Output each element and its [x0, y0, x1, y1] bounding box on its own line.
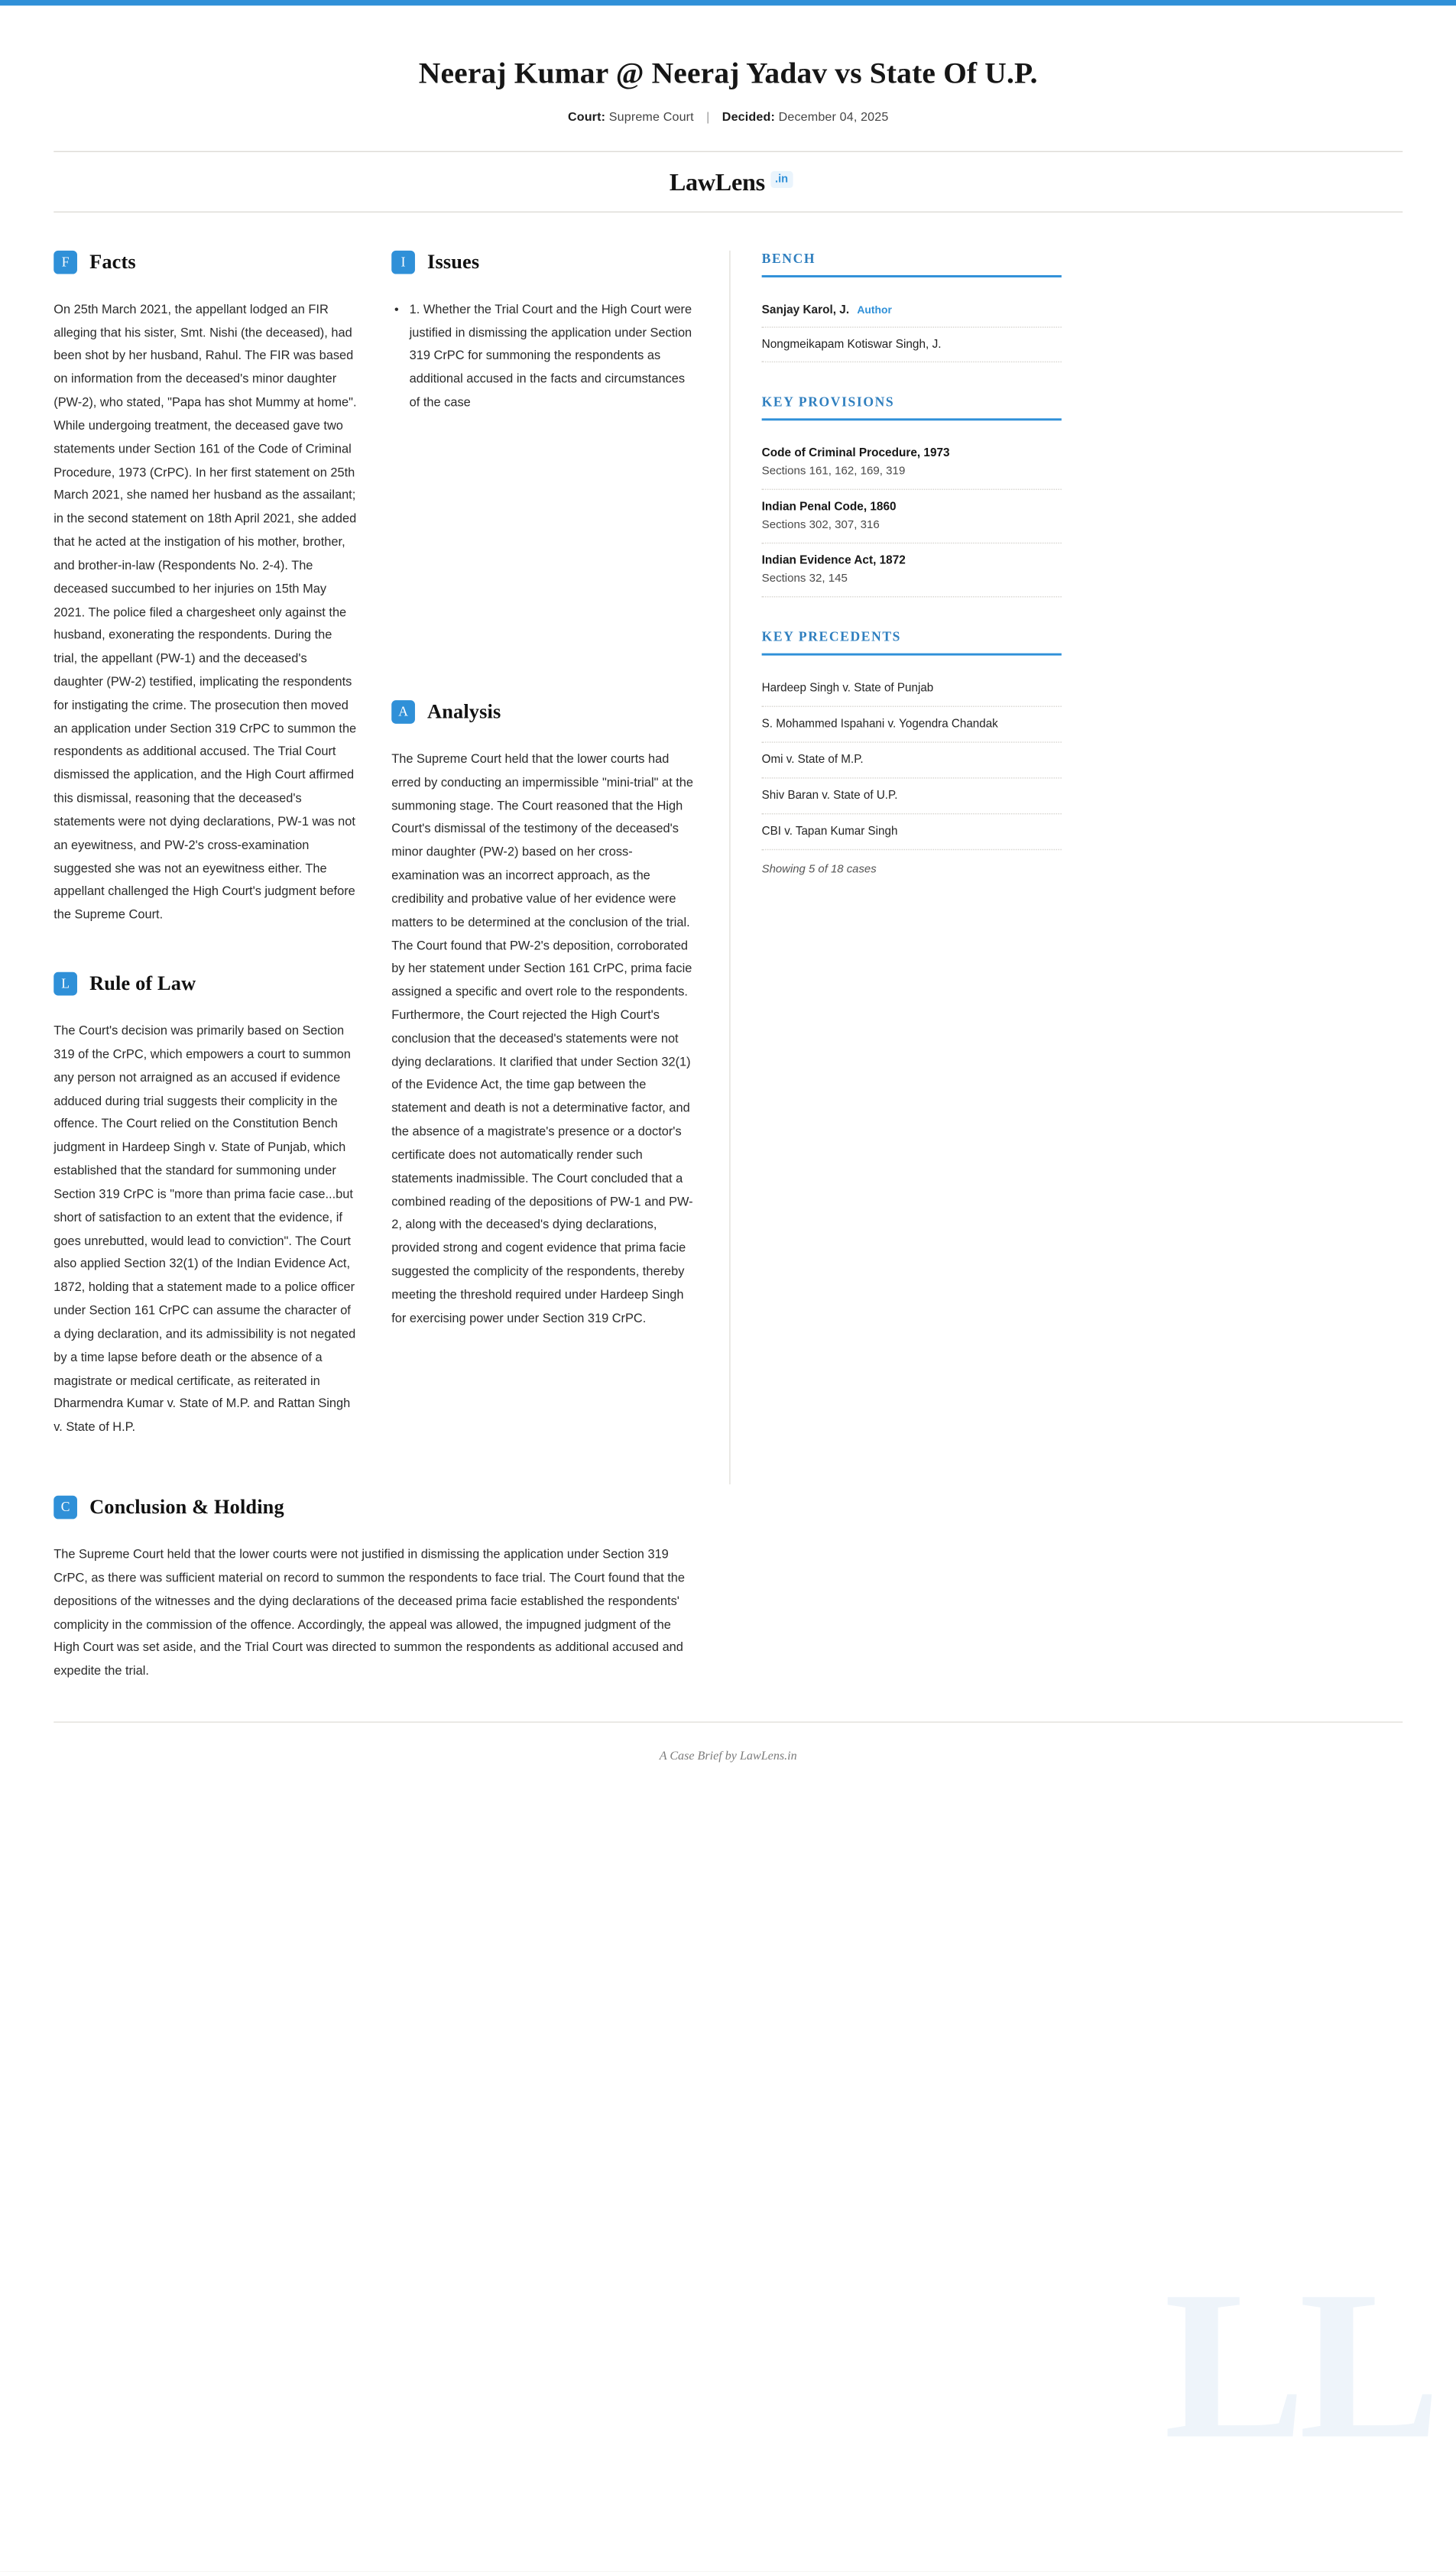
rule-of-law-heading — [54, 972, 358, 996]
case-meta — [67, 111, 1390, 125]
conclusion-heading — [54, 1496, 696, 1520]
section-issues — [391, 250, 696, 414]
accent-top-bar — [0, 0, 1456, 5]
list-item — [762, 327, 1062, 362]
provision-act: Indian Evidence Act, 1872 — [761, 553, 906, 567]
key-precedents-block — [762, 628, 1062, 875]
brand-tld: .in — [770, 171, 793, 188]
bench-block — [762, 250, 1062, 362]
decided-label: Decided: — [722, 110, 775, 125]
analysis-title: Analysis — [427, 699, 501, 723]
issues-list — [391, 298, 696, 414]
key-provisions-heading: KEY PROVISIONS — [762, 394, 1062, 420]
list-item — [762, 543, 1062, 597]
facts-text: On 25th March 2021, the appellant lodged an FIR alleging that his sister, Smt. Nishi (the deceased), had been shot by her husband, Rahul. The FIR was based on information from the deceased's minor daughter (PW-2), who stated, "Papa has shot Mummy at home". While undergoing treatment, the deceased gave two statements under Section 161 of the Code of Criminal Procedure, 1973 (CrPC). In her first statement on 25th March 2021, she named her husband as the assailant; in the second statement on 18th April 2021, she added that he acted at the instigation of his mother, brother, and brother-in-law (Respondents No. 2-4). The deceased succumbed to her injuries on 15th May 2021. The police filed a chargesheet only against the husband, exonerating the respondents. During the trial, the appellant (PW-1) and the deceased's daughter (PW-2) testified, implicating the respondents for instigating the crime. The prosecution then moved an application under Section 319 CrPC to summon the respondents as additional accused. The Trial Court dismissed the application, and the High Court affirmed this dismissal, reasoning that the deceased's statements were not dying declarations, PW-1 was not an eyewitness, and PW-2's cross-examination suggested she was not an eyewitness either. The appellant challenged the High Court's judgment before the Supreme Court. — [54, 303, 357, 923]
court-label: Court: — [567, 110, 606, 125]
section-analysis — [391, 700, 696, 1331]
list-item — [762, 436, 1062, 489]
document-footer: A Case Brief by LawLens.in — [54, 1721, 1402, 1796]
facts-badge-icon: F — [54, 250, 77, 274]
watermark-logo: LL — [1163, 2248, 1435, 2483]
list-item[interactable]: Shiv Baran v. State of U.P. — [762, 778, 1062, 814]
section-conclusion — [0, 1496, 1456, 1684]
column-right-rail — [729, 250, 1062, 1484]
section-facts — [54, 250, 358, 927]
conclusion-text: The Supreme Court held that the lower courts were not justified in dismissing the application under Section 319 CrPC, as there was sufficient material on record to summon the respondents to face trial. The Court found that the depositions of the witnesses and the dying declarations of the deceased prima facie established the respondents' complicity in the commission of the offence. Accordingly, the appeal was allowed, the impugned judgment of the High Court was set aside, and the Trial Court was directed to summon the respondents as additional accused and expedite the trial. — [54, 1548, 686, 1678]
column-middle — [391, 250, 729, 1484]
facts-title: Facts — [89, 250, 136, 273]
analysis-text: The Supreme Court held that the lower courts had erred by conducting an impermissible "mini-trial" at the summoning stage. The Court reasoned that the High Court's dismissal of the testimony of the deceased's minor daughter (PW-2) based on her cross-examination was an incorrect approach, as the credibility and probative value of her evidence were matters to be determined at the conclusion of the trial. The Court found that PW-2's deposition, corroborated by her statement under Section 161 CrPC, prima facie assigned a specific and overt role to the respondents. Furthermore, the Court rejected the High Court's conclusion that the deceased's statements were not dying declarations. It clarified that under Section 32(1) of the Evidence Act, the time gap between the statement and death is not a determinative factor, and the absence of a magistrate's presence or a doctor's certificate does not automatically render such statements inadmissible. The Court concluded that a combined reading of the depositions of PW-1 and PW-2, along with the deceased's dying declarations, provided strong and cogent evidence that prima facie suggested the complicity of the respondents, thereby meeting the threshold required under Hardeep Singh for exercising power under Section 319 CrPC. — [391, 752, 693, 1325]
section-rule-of-law — [54, 972, 358, 1440]
author-badge: Author — [857, 303, 892, 316]
provision-act: Indian Penal Code, 1860 — [761, 499, 897, 514]
list-item — [762, 293, 1062, 327]
brand-bar — [54, 151, 1402, 212]
brand-logo[interactable] — [670, 167, 787, 196]
provision-sections: Sections 32, 145 — [761, 572, 848, 585]
list-item[interactable]: Omi v. State of M.P. — [762, 742, 1062, 778]
key-precedents-heading: KEY PRECEDENTS — [762, 628, 1062, 655]
rule-of-law-badge-icon: L — [54, 972, 77, 996]
court-value: Supreme Court — [608, 110, 694, 125]
issues-heading — [391, 250, 696, 274]
bench-heading: BENCH — [762, 250, 1062, 277]
precedents-count-status: Showing 5 of 18 cases — [761, 863, 877, 876]
provision-act: Code of Criminal Procedure, 1973 — [761, 446, 950, 460]
decided-value: December 04, 2025 — [778, 110, 889, 125]
rule-of-law-text: The Court's decision was primarily based on Section 319 of the CrPC, which empowers a court to summon any person not arraigned as an accused if evidence adduced during trial suggests their complicity in the offence. The Court relied on the Constitution Bench judgment in Hardeep Singh v. State of Punjab, which established that the standard for summoning under Section 319 CrPC is "more than prima facie case...but short of satisfaction to an extent that the evidence, if goes unrebutted, would lead to conviction". The Court also applied Section 32(1) of the Indian Evidence Act, 1872, holding that a statement made to a police officer under Section 161 CrPC can assume the character of a dying declaration, and its admissibility is not negated by a time lapse before death or the absence of a magistrate or medical certificate, as reiterated in Dharmendra Kumar v. State of M.P. and Rattan Singh v. State of H.P. — [54, 1024, 356, 1435]
list-item[interactable]: S. Mohammed Ispahani v. Yogendra Chandak — [762, 707, 1062, 743]
analysis-badge-icon: A — [391, 700, 415, 724]
conclusion-badge-icon: C — [54, 1496, 77, 1520]
issues-title: Issues — [427, 250, 480, 273]
judge-name: Nongmeikapam Kotiswar Singh, J. — [761, 337, 942, 352]
meta-divider: | — [706, 110, 710, 125]
analysis-heading — [391, 700, 696, 724]
judge-name: Sanjay Karol, J. — [761, 303, 850, 316]
brand-name: LawLens — [669, 167, 765, 196]
provision-sections: Sections 161, 162, 169, 319 — [761, 465, 906, 478]
page-title: Neeraj Kumar @ Neeraj Yadav vs State Of U.P. — [418, 56, 1038, 90]
key-provisions-block — [762, 394, 1062, 597]
list-item[interactable]: Hardeep Singh v. State of Punjab — [762, 671, 1062, 707]
list-item — [762, 490, 1062, 543]
rule-of-law-title: Rule of Law — [89, 971, 196, 995]
conclusion-title: Conclusion & Holding — [89, 1495, 284, 1518]
issues-badge-icon: I — [391, 250, 415, 274]
main-columns — [0, 212, 1456, 1484]
provision-sections: Sections 302, 307, 316 — [761, 518, 880, 531]
column-left — [54, 250, 391, 1484]
list-item[interactable]: CBI v. Tapan Kumar Singh — [762, 814, 1062, 850]
list-item: • 1. Whether the Trial Court and the High Court were justified in dismissing the application under Section 319 CrPC for summoning the respondents as additional accused in the facts and circumstances of the case — [410, 298, 696, 414]
facts-heading — [54, 250, 358, 274]
document-header — [0, 5, 1456, 124]
